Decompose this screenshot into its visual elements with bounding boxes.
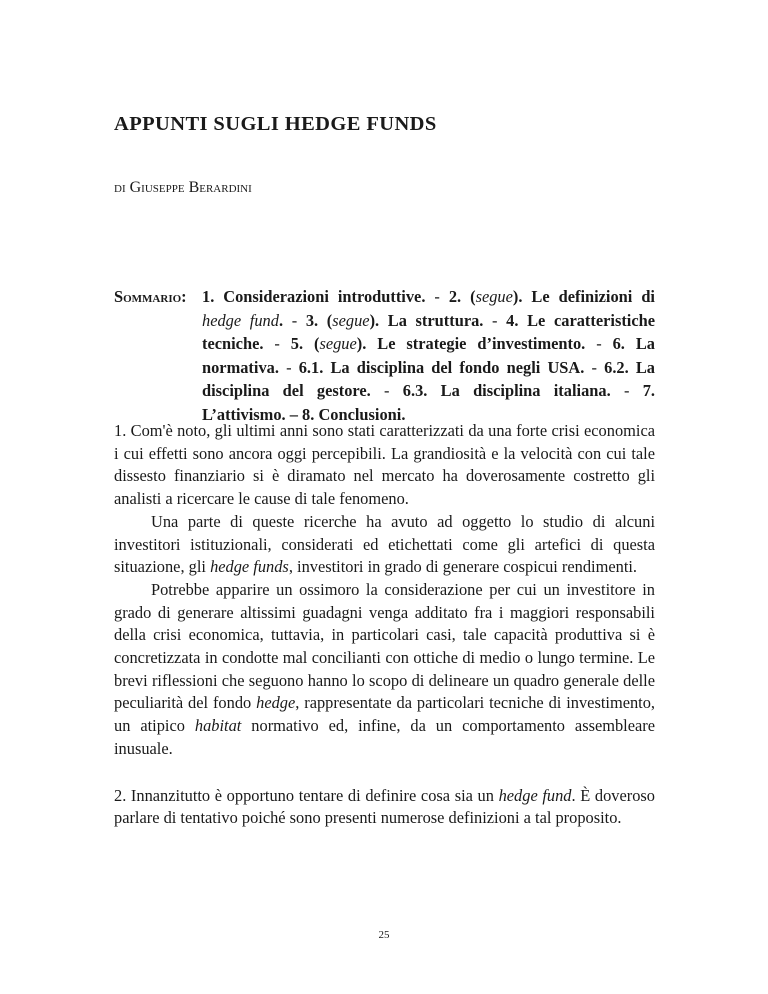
page-number: 25 xyxy=(378,929,390,941)
summary-item: 2. (segue). Le definizioni di hedge fund. xyxy=(202,287,655,330)
author-name: Giuseppe Berardini xyxy=(129,179,252,196)
summary-item: 8. Conclusioni. xyxy=(302,404,406,424)
summary-item: 4. Le caratteristiche tecniche. xyxy=(202,310,655,354)
summary-item: 7. L’attivismo. xyxy=(202,381,656,424)
article-body xyxy=(114,420,655,830)
author-prefix: di xyxy=(114,179,126,196)
summary-item: 5. (segue). Le strategie d’investimento. xyxy=(290,334,586,354)
summary-item: 1. Considerazioni introduttive. xyxy=(202,287,426,306)
summary-item: 6.2. La disciplina del gestore. xyxy=(202,357,656,401)
summary-items: 1. Considerazioni introduttive. - 2. (segue). Le definizioni di hedge fund. - 3. (segue). La struttura. - 4. Le caratteristiche tecniche. - 5. (segue). Le strategie d’investimento. - 6. La normativa. - 6.1. La disciplina del fondo negli USA. - 6.2. La disciplina del gestore. - 6.3. La disciplina italiana. - 7. L’attivismo. – 8. Conclusioni. xyxy=(202,287,656,424)
author-line xyxy=(114,179,252,197)
paragraph-2: Una parte di queste ricerche ha avuto ad oggetto lo studio di alcuni investitori istituzionali, considerati ed etichettati come gli artefici di questa situazione, gli hedge funds, investitori in grado di generare cospicui rendimenti. xyxy=(114,511,655,577)
paragraph-3: Potrebbe apparire un ossimoro la considerazione per cui un investitore in grado di generare altissimi guadagni venga additato fra i maggiori responsabili della crisi economica, tuttavia, in particolari casi, tale capacità produttiva si è concretizzata in condotte mal concilianti con ottiche di medio o lungo termine. Le brevi riflessioni che seguono hanno lo scopo di delineare un quadro generale delle peculiarità del fondo hedge, rappresentate da particolari tecniche di investimento, un atipico habitat normativo ed, infine, da un comportamento assembleare inusuale. xyxy=(114,579,656,758)
summary-item: 6. La normativa. xyxy=(202,334,655,377)
table-of-contents xyxy=(114,285,655,427)
paragraph-1: 1. Com'è noto, gli ultimi anni sono stati caratterizzati da una forte crisi economica i cui effetti sono ancora oggi percepibili. La grandiosità e la velocità con cui tale dissesto finanziario si è diramato nel mercato ha doverosamente costretto gli analisti a ricercare le cause di tale fenomeno. xyxy=(114,421,655,509)
article-title: APPUNTI SUGLI HEDGE FUNDS xyxy=(114,113,437,135)
summary-item: 6.3. La disciplina italiana. xyxy=(402,381,611,401)
summary-item: 6.1. La disciplina del fondo negli USA. xyxy=(298,357,585,377)
summary-item: 3. (segue). La struttura. xyxy=(305,310,484,330)
paragraph-4: 2. Innanzitutto è opportuno tentare di definire cosa sia un hedge fund. È doveroso parlare di tentativo poiché sono presenti numerose definizioni a tal proposito. xyxy=(114,785,655,828)
summary-label: Sommario: xyxy=(114,287,187,306)
